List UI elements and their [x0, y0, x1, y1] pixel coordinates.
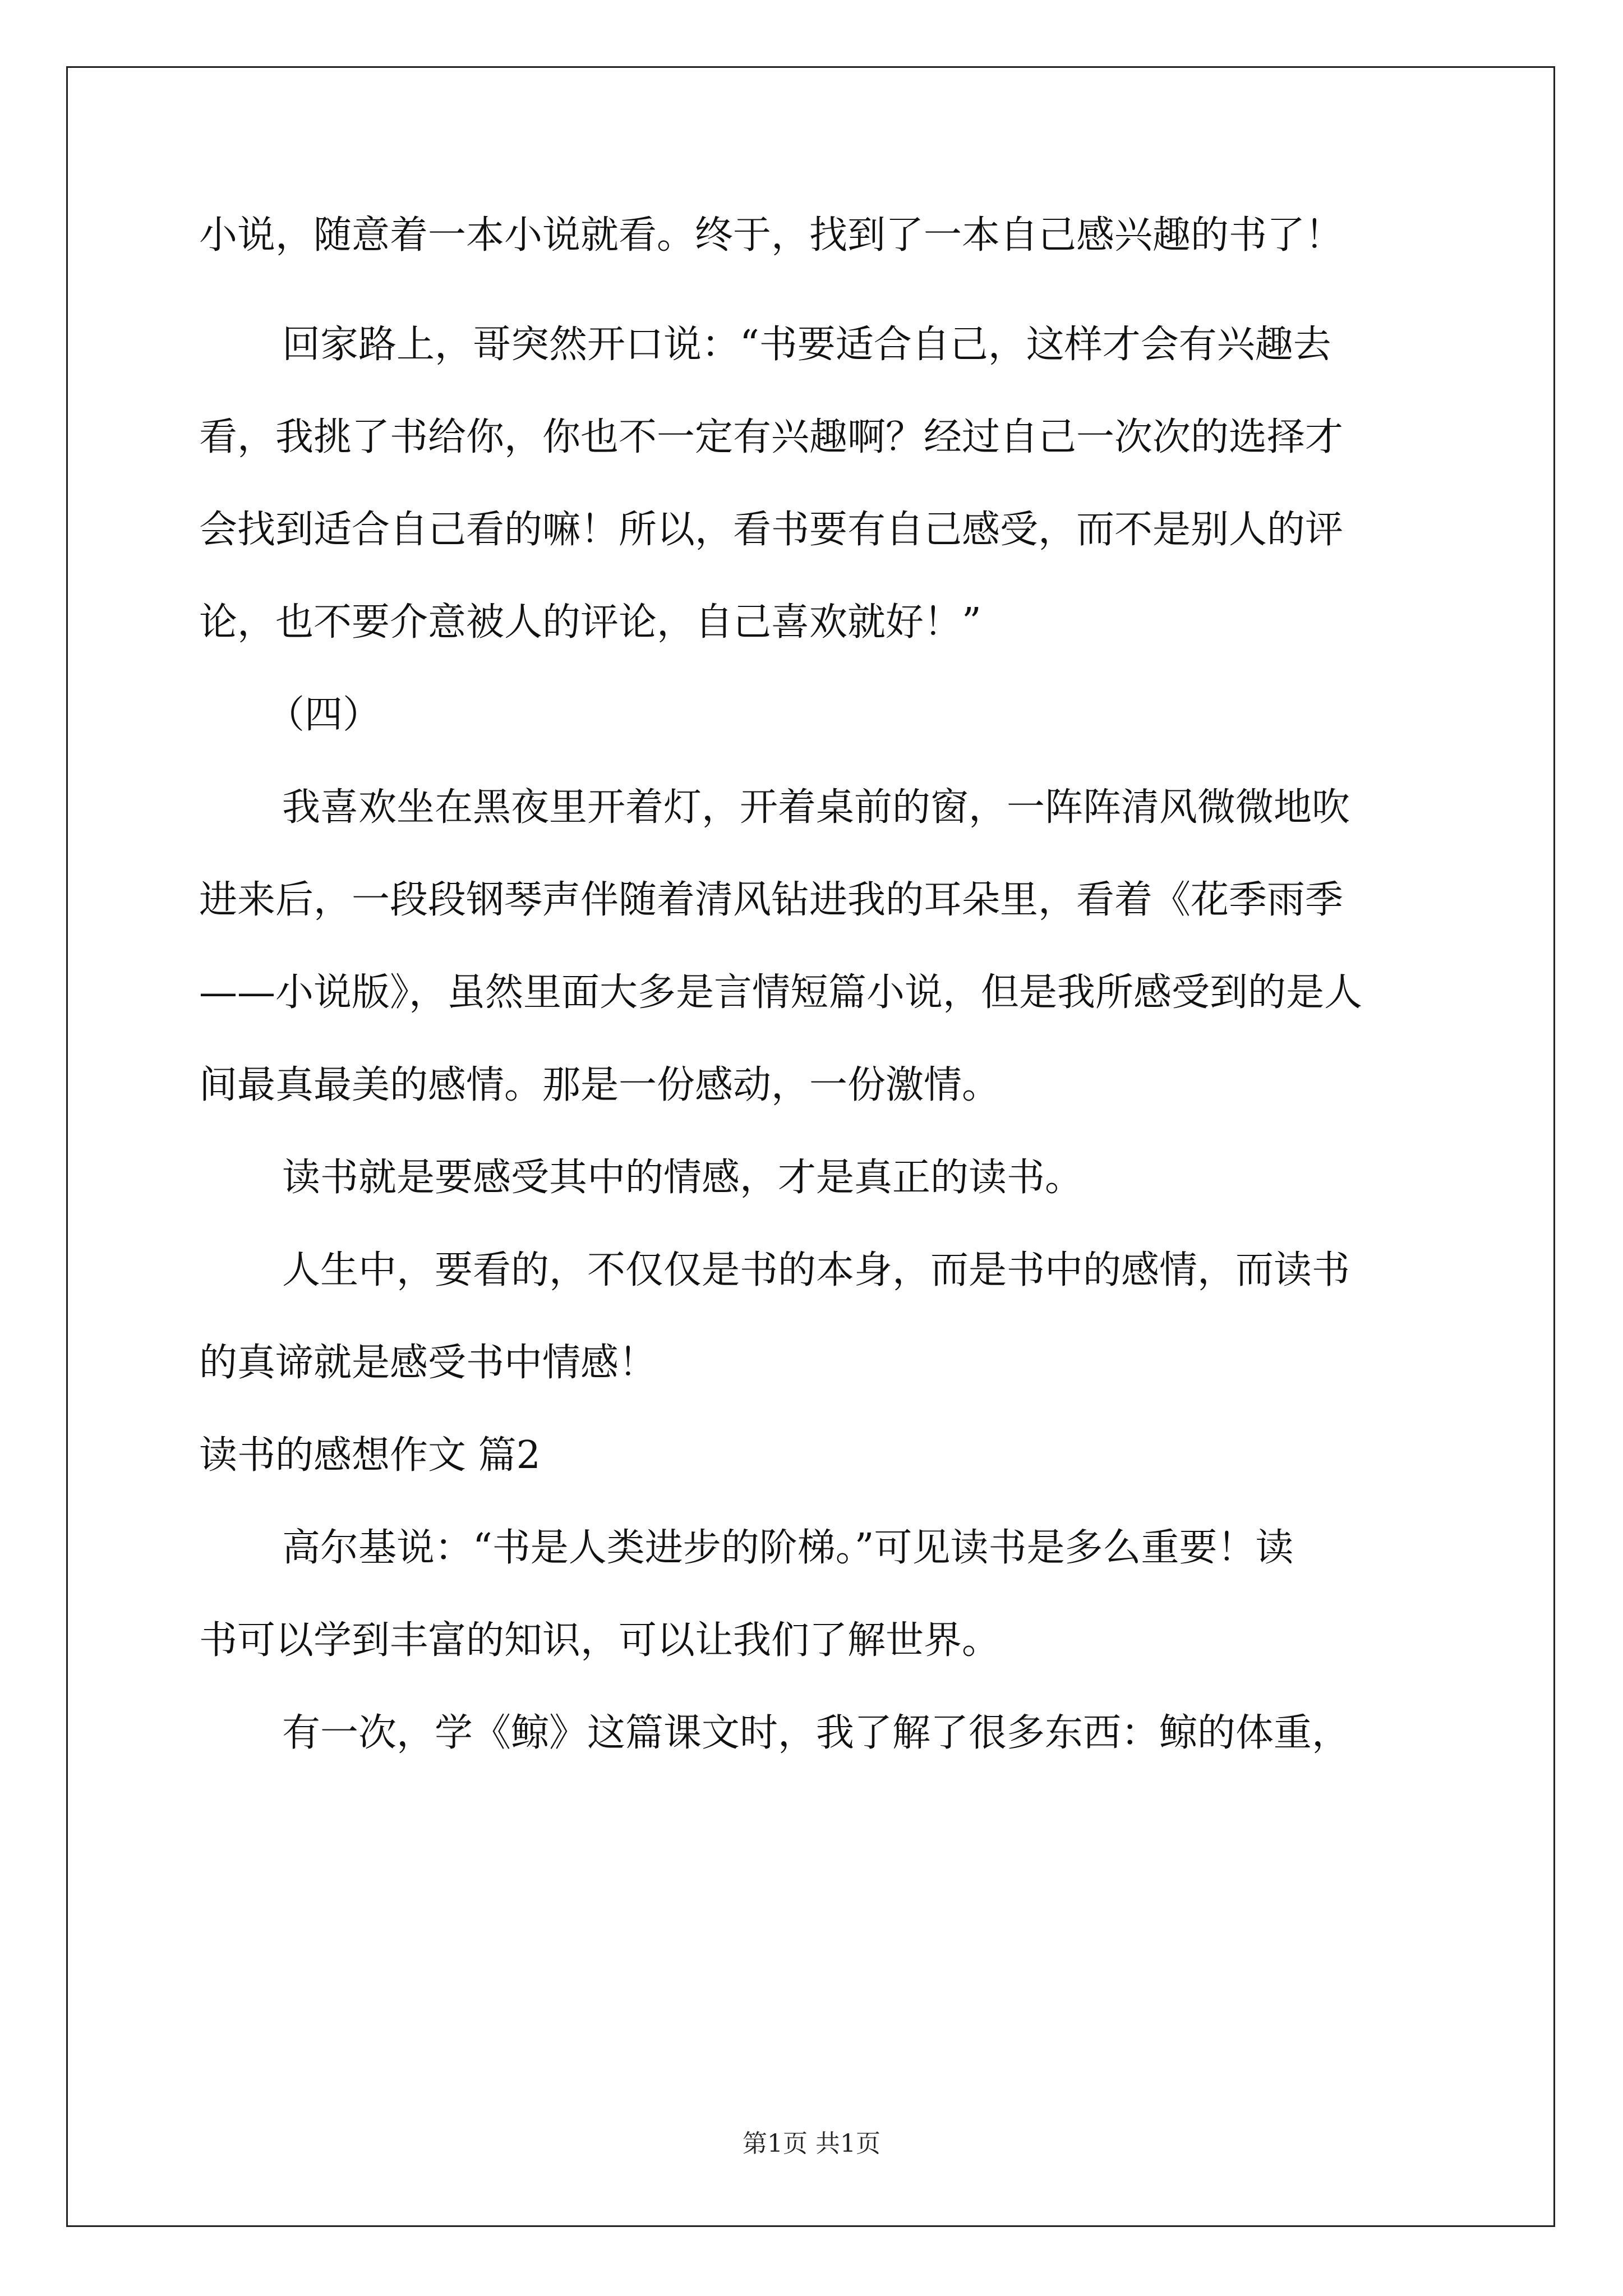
text-line: 读书就是要感受其中的情感，才是真正的读书。	[282, 1156, 1083, 1200]
text-line: 小说，随意着一本小说就看。终于，找到了一本自己感兴趣的书了！	[199, 213, 1344, 257]
text-line: 高尔基说：“书是人类进步的阶梯。”可见读书是多么重要！读	[282, 1526, 1294, 1570]
text-line: 论，也不要介意被人的评论，自己喜欢就好！”	[199, 600, 981, 645]
text-line: 人生中，要看的，不仅仅是书的本身，而是书中的感情，而读书	[282, 1248, 1350, 1292]
article-title: 读书的感想作文 篇2	[199, 1433, 541, 1478]
section-heading: （四）	[266, 693, 381, 737]
text-line: 的真谛就是感受书中情感！	[199, 1341, 657, 1385]
text-line: 看，我挑了书给你，你也不一定有兴趣啊？经过自己一次次的选择才	[199, 415, 1344, 459]
text-line: ——小说版》，虽然里面大多是言情短篇小说，但是我所感受到的是人	[199, 970, 1363, 1015]
text-line: 会找到适合自己看的嘛！所以，看书要有自己感受，而不是别人的评	[199, 508, 1344, 552]
page-border	[66, 66, 1555, 2227]
text-line: 进来后，一段段钢琴声伴随着清风钻进我的耳朵里，看着《花季雨季	[199, 878, 1344, 922]
text-line: 间最真最美的感情。那是一份感动，一份激情。	[199, 1063, 1000, 1107]
text-line: 有一次，学《鲸》这篇课文时，我了解了很多东西：鲸的体重，	[282, 1711, 1350, 1755]
page-footer: 第1页 共1页	[743, 2129, 880, 2158]
text-line: 回家路上，哥突然开口说：“书要适合自己，这样才会有兴趣去	[282, 323, 1331, 367]
text-line: 我喜欢坐在黑夜里开着灯，开着桌前的窗，一阵阵清风微微地吹	[282, 785, 1350, 830]
text-line: 书可以学到丰富的知识，可以让我们了解世界。	[199, 1618, 1000, 1663]
